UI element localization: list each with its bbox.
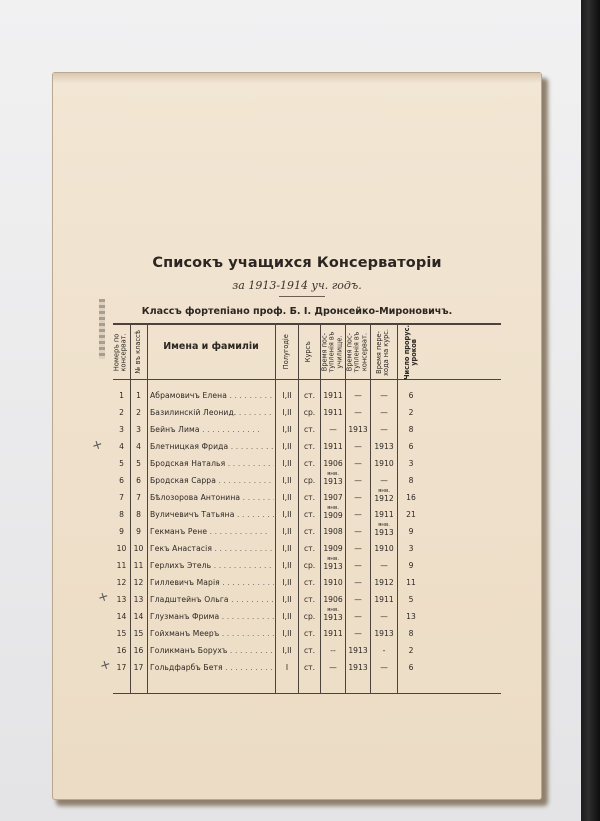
admission-conservatory-cell: —: [354, 476, 362, 485]
row-number-conservatory: 2: [119, 408, 124, 417]
course-cell: ср.: [303, 612, 316, 621]
transfer-time-cell: -: [382, 646, 386, 655]
admission-school-cell: 1909: [323, 544, 343, 553]
table-row: [113, 421, 501, 438]
table-row: [113, 591, 501, 608]
course-cell: ст.: [303, 459, 315, 468]
lesson-count-cell: 8: [408, 425, 414, 434]
half-year-cell: I,II: [282, 510, 292, 519]
table-row: [113, 523, 501, 540]
lesson-count-cell: 2: [408, 646, 414, 655]
table-row: [113, 489, 501, 506]
month-note: янв.: [326, 556, 340, 562]
year-value: 1913: [323, 613, 343, 622]
table-row: [113, 387, 501, 404]
year-value: 1913: [374, 528, 394, 537]
course-cell: ст.: [303, 510, 315, 519]
year-value: 1912: [374, 494, 394, 503]
admission-school-cell: 1911: [323, 391, 343, 400]
admission-conservatory-cell: 1913: [348, 663, 368, 672]
admission-school-cell: 1911: [323, 629, 343, 638]
admission-conservatory-cell: —: [354, 629, 362, 638]
student-name: Гекъ Анастасія . .: [150, 544, 274, 553]
transfer-time-cell: —: [380, 561, 388, 570]
row-number-conservatory: 12: [116, 578, 127, 587]
admission-conservatory-cell: —: [354, 578, 362, 587]
student-name: Бейнъ Лима . .: [150, 425, 274, 434]
admission-school-cell: --: [330, 646, 336, 655]
row-number-conservatory: 14: [116, 612, 127, 621]
table-row: [113, 540, 501, 557]
student-name: Гойхманъ Мееръ . .: [150, 629, 274, 638]
half-year-cell: I,II: [282, 612, 292, 621]
class-caption: Классъ фортепіано проф. Б. І. Дронсейко-Мироновичъ.: [141, 306, 453, 317]
row-number-class: 7: [136, 493, 141, 502]
row-number-conservatory: 10: [116, 544, 127, 553]
lesson-count-cell: 3: [408, 459, 414, 468]
student-name: Базилинскій Леонид. . .: [150, 408, 274, 417]
title-divider: [279, 296, 325, 297]
half-year-cell: I,II: [282, 578, 292, 587]
half-year-cell: I,II: [282, 476, 292, 485]
document-subtitle: за 1913-1914 уч. годъ.: [232, 279, 362, 292]
student-name: Голикманъ Борухъ . .: [150, 646, 274, 655]
transfer-time-cell: 1910: [374, 544, 394, 553]
admission-school-cell: —: [329, 425, 337, 434]
course-cell: ст.: [303, 391, 315, 400]
row-number-conservatory: 4: [119, 442, 124, 451]
half-year-cell: I,II: [282, 493, 292, 502]
lesson-count-cell: 5: [408, 595, 414, 604]
table-bottom-rule: [113, 693, 501, 694]
student-name: Бродская Сарра . .: [150, 476, 274, 485]
row-number-conservatory: 11: [116, 561, 127, 570]
student-name: Вуличевичъ Татьяна . .: [150, 510, 274, 519]
admission-school-cell: —: [329, 663, 337, 672]
admission-conservatory-cell: —: [354, 391, 362, 400]
row-number-conservatory: 7: [119, 493, 124, 502]
pencil-mark: +: [95, 588, 111, 607]
transfer-time-cell: —: [380, 408, 388, 417]
row-number-conservatory: 3: [119, 425, 124, 434]
admission-school-cell: [321, 471, 345, 486]
table-row: [113, 659, 501, 676]
row-number-class: 10: [133, 544, 144, 553]
course-cell: ст.: [303, 544, 315, 553]
admission-conservatory-cell: —: [354, 561, 362, 570]
lesson-count-cell: 8: [408, 476, 414, 485]
row-number-class: 17: [133, 663, 144, 672]
header-time-admission: Время пос- тупленія въ училище.: [320, 331, 344, 373]
student-table: [113, 323, 501, 693]
header-lesson-count: Число прорус. уроков: [402, 324, 418, 380]
admission-school-cell: 1906: [323, 595, 343, 604]
course-cell: ср.: [303, 561, 316, 570]
student-name: Блетницкая Фрида . .: [150, 442, 274, 451]
pencil-mark: +: [97, 656, 113, 675]
table-header-rule: [113, 379, 501, 380]
row-number-conservatory: 1: [119, 391, 124, 400]
year-value: 1913: [323, 477, 343, 486]
row-number-class: 14: [133, 612, 144, 621]
admission-conservatory-cell: —: [354, 527, 362, 536]
transfer-time-cell: 1912: [374, 578, 394, 587]
document-title: Списокъ учащихся Консерваторіи: [152, 255, 442, 271]
half-year-cell: I,II: [282, 459, 292, 468]
admission-school-cell: [321, 505, 345, 520]
transfer-time-cell: 1911: [374, 595, 394, 604]
admission-school-cell: 1910: [323, 578, 343, 587]
lesson-count-cell: 6: [408, 391, 414, 400]
lesson-count-cell: 11: [406, 578, 416, 587]
transfer-time-cell: —: [380, 425, 388, 434]
student-name: Гиллевичъ Марія . .: [150, 578, 274, 587]
half-year-cell: I: [285, 663, 289, 672]
admission-school-cell: 1911: [323, 442, 343, 451]
header-time-admission-conservatory: Время пос- тупленія въ консерват.: [345, 331, 369, 373]
year-value: 1909: [323, 511, 343, 520]
admission-conservatory-cell: 1913: [348, 646, 368, 655]
row-number-class: 5: [136, 459, 141, 468]
student-name: Герлихъ Этель . .: [150, 561, 274, 570]
row-number-conservatory: 6: [119, 476, 124, 485]
course-cell: ст.: [303, 493, 315, 502]
lesson-count-cell: 6: [408, 663, 414, 672]
header-time-transfer: Время пере- хода на курс.: [375, 328, 391, 376]
admission-school-cell: [321, 556, 345, 571]
student-name: Бродская Наталья . .: [150, 459, 274, 468]
course-cell: ст.: [303, 442, 315, 451]
admission-conservatory-cell: 1913: [348, 425, 368, 434]
row-number-class: 1: [136, 391, 141, 400]
student-name: Гольдфарбъ Бетя . .: [150, 663, 274, 672]
row-number-conservatory: 13: [116, 595, 127, 604]
row-number-class: 16: [133, 646, 144, 655]
month-note: янв.: [377, 488, 391, 494]
transfer-time-cell: 1913: [374, 442, 394, 451]
row-number-class: 12: [133, 578, 144, 587]
month-note: янв.: [326, 505, 340, 511]
admission-school-cell: 1907: [323, 493, 343, 502]
course-cell: ст.: [303, 663, 315, 672]
transfer-time-cell: —: [380, 612, 388, 621]
table-row: [113, 404, 501, 421]
transfer-time-cell: 1911: [374, 510, 394, 519]
admission-conservatory-cell: —: [354, 595, 362, 604]
lesson-count-cell: 2: [408, 408, 414, 417]
lesson-count-cell: 16: [406, 493, 416, 502]
admission-conservatory-cell: —: [354, 459, 362, 468]
course-cell: ср.: [303, 408, 316, 417]
half-year-cell: I,II: [282, 442, 292, 451]
row-number-class: 11: [133, 561, 144, 570]
month-note: янв.: [326, 471, 340, 477]
lesson-count-cell: 9: [408, 561, 414, 570]
row-number-class: 3: [136, 425, 141, 434]
half-year-cell: I,II: [282, 629, 292, 638]
row-number-class: 6: [136, 476, 141, 485]
row-number-conservatory: 16: [116, 646, 127, 655]
header-course: Курсъ: [304, 341, 313, 363]
transfer-time-cell: 1910: [374, 459, 394, 468]
student-name: Гладштейнъ Ольга . .: [150, 595, 274, 604]
admission-conservatory-cell: —: [354, 544, 362, 553]
course-cell: ср.: [303, 476, 316, 485]
transfer-time-cell: [371, 522, 397, 537]
header-num-conservatory: Номеръ по консерват.: [113, 332, 129, 372]
student-name: Глузманъ Фрима . .: [150, 612, 274, 621]
row-number-class: 15: [133, 629, 144, 638]
course-cell: ст.: [303, 629, 315, 638]
year-value: 1913: [323, 562, 343, 571]
row-number-class: 2: [136, 408, 141, 417]
header-names: Имена и фамиліи: [163, 341, 259, 352]
table-row: [113, 642, 501, 659]
table-row: [113, 625, 501, 642]
admission-conservatory-cell: —: [354, 493, 362, 502]
row-number-class: 8: [136, 510, 141, 519]
admission-school-cell: 1906: [323, 459, 343, 468]
month-note: янв.: [377, 522, 391, 528]
table-row: [113, 472, 501, 489]
row-number-conservatory: 15: [116, 629, 127, 638]
table-row: [113, 608, 501, 625]
table-row: [113, 557, 501, 574]
admission-conservatory-cell: —: [354, 612, 362, 621]
student-name: Бѣлозорова Антонина . .: [150, 493, 274, 502]
row-number-class: 9: [136, 527, 141, 536]
course-cell: ст.: [303, 527, 315, 536]
binding-thread: [99, 299, 105, 359]
half-year-cell: I,II: [282, 544, 292, 553]
row-number-conservatory: 17: [116, 663, 127, 672]
admission-conservatory-cell: —: [354, 510, 362, 519]
lesson-count-cell: 13: [406, 612, 416, 621]
half-year-cell: I,II: [282, 595, 292, 604]
student-name: Гекманъ Рене . .: [150, 527, 274, 536]
admission-conservatory-cell: —: [354, 408, 362, 417]
transfer-time-cell: 1913: [374, 629, 394, 638]
admission-school-cell: [321, 607, 345, 622]
admission-school-cell: 1908: [323, 527, 343, 536]
header-half-year: Полугодіе: [281, 334, 290, 370]
table-row: [113, 506, 501, 523]
table-row: [113, 574, 501, 591]
course-cell: ст.: [303, 595, 315, 604]
transfer-time-cell: —: [380, 663, 388, 672]
course-cell: ст.: [303, 578, 315, 587]
transfer-time-cell: [371, 488, 397, 503]
half-year-cell: I,II: [282, 646, 292, 655]
half-year-cell: I,II: [282, 391, 292, 400]
table-row: [113, 455, 501, 472]
half-year-cell: I,II: [282, 425, 292, 434]
transfer-time-cell: —: [380, 391, 388, 400]
half-year-cell: I,II: [282, 561, 292, 570]
admission-conservatory-cell: —: [354, 442, 362, 451]
transfer-time-cell: —: [380, 476, 388, 485]
lesson-count-cell: 21: [406, 510, 416, 519]
row-number-conservatory: 5: [119, 459, 124, 468]
row-number-conservatory: 9: [119, 527, 124, 536]
lesson-count-cell: 8: [408, 629, 414, 638]
row-number-class: 4: [136, 442, 141, 451]
row-number-class: 13: [133, 595, 144, 604]
admission-school-cell: 1911: [323, 408, 343, 417]
row-number-conservatory: 8: [119, 510, 124, 519]
header-num-class: № въ классѣ: [133, 330, 142, 374]
lesson-count-cell: 3: [408, 544, 414, 553]
pencil-mark: +: [89, 436, 105, 455]
scanner-edge: [581, 0, 600, 821]
document-page: [52, 72, 542, 800]
half-year-cell: I,II: [282, 408, 292, 417]
course-cell: ст.: [303, 646, 315, 655]
student-name: Абрамовичъ Елена . .: [150, 391, 274, 400]
month-note: янв.: [326, 607, 340, 613]
lesson-count-cell: 9: [408, 527, 414, 536]
lesson-count-cell: 6: [408, 442, 414, 451]
table-row: [113, 438, 501, 455]
course-cell: ст.: [303, 425, 315, 434]
half-year-cell: I,II: [282, 527, 292, 536]
